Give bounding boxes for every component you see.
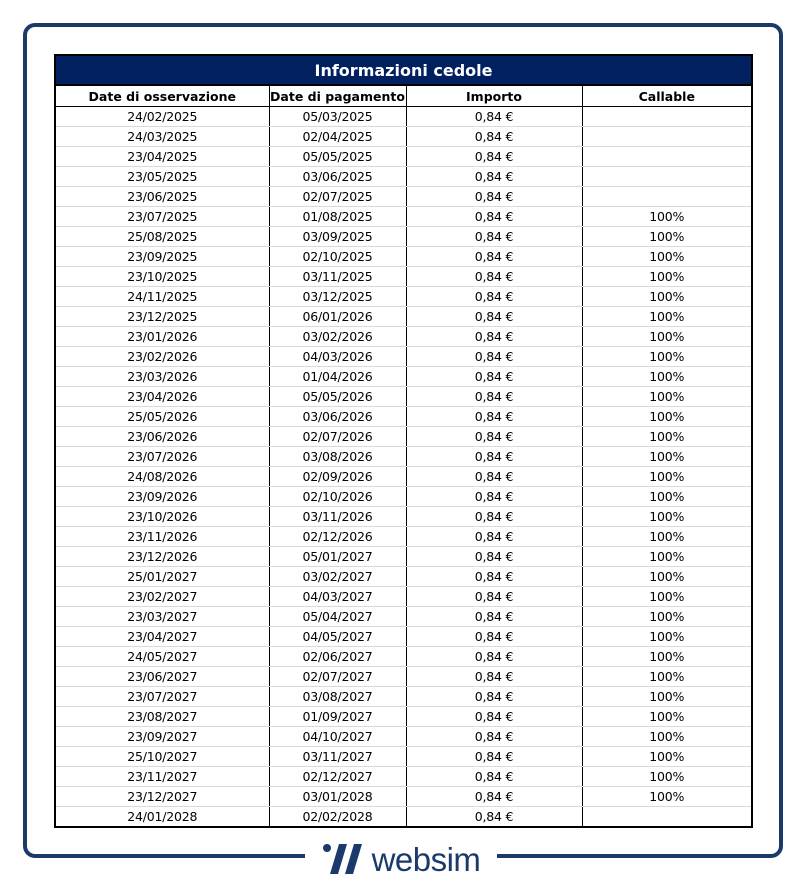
cell-payment-date: 01/08/2025	[269, 207, 406, 227]
cell-observation-date: 24/11/2025	[55, 287, 269, 307]
cell-observation-date: 23/03/2027	[55, 607, 269, 627]
cell-payment-date: 02/04/2025	[269, 127, 406, 147]
cell-payment-date: 03/01/2028	[269, 787, 406, 807]
cell-payment-date: 04/03/2026	[269, 347, 406, 367]
cell-amount: 0,84 €	[406, 207, 582, 227]
table-row	[55, 427, 752, 447]
table-row	[55, 647, 752, 667]
table-row	[55, 787, 752, 807]
cell-observation-date: 23/07/2025	[55, 207, 269, 227]
cell-payment-date: 03/02/2027	[269, 567, 406, 587]
websim-logo	[305, 840, 497, 878]
cell-callable: 100%	[582, 507, 752, 527]
cell-amount: 0,84 €	[406, 347, 582, 367]
cell-observation-date: 23/10/2025	[55, 267, 269, 287]
cell-amount: 0,84 €	[406, 807, 582, 828]
cell-callable: 100%	[582, 667, 752, 687]
cell-payment-date: 05/01/2027	[269, 547, 406, 567]
cell-amount: 0,84 €	[406, 287, 582, 307]
cell-callable	[582, 187, 752, 207]
table-row	[55, 267, 752, 287]
cell-observation-date: 23/09/2026	[55, 487, 269, 507]
cell-callable: 100%	[582, 647, 752, 667]
cell-payment-date: 04/10/2027	[269, 727, 406, 747]
table-row	[55, 467, 752, 487]
cell-observation-date: 23/08/2027	[55, 707, 269, 727]
table-row	[55, 507, 752, 527]
cell-payment-date: 06/01/2026	[269, 307, 406, 327]
table-row	[55, 307, 752, 327]
cell-amount: 0,84 €	[406, 147, 582, 167]
cell-amount: 0,84 €	[406, 187, 582, 207]
cell-amount: 0,84 €	[406, 787, 582, 807]
table-row	[55, 447, 752, 467]
cell-amount: 0,84 €	[406, 467, 582, 487]
cell-payment-date: 03/11/2025	[269, 267, 406, 287]
cell-payment-date: 03/02/2026	[269, 327, 406, 347]
table-row	[55, 247, 752, 267]
cell-payment-date: 03/12/2025	[269, 287, 406, 307]
cell-callable: 100%	[582, 587, 752, 607]
table-row	[55, 227, 752, 247]
cell-observation-date: 23/12/2026	[55, 547, 269, 567]
cell-observation-date: 23/03/2026	[55, 367, 269, 387]
cell-callable: 100%	[582, 787, 752, 807]
table-row	[55, 727, 752, 747]
table-row	[55, 487, 752, 507]
cell-payment-date: 02/07/2027	[269, 667, 406, 687]
table-row	[55, 707, 752, 727]
cell-payment-date: 03/06/2026	[269, 407, 406, 427]
header-callable: Callable	[582, 85, 752, 107]
cell-payment-date: 03/08/2027	[269, 687, 406, 707]
cell-callable: 100%	[582, 307, 752, 327]
cell-amount: 0,84 €	[406, 227, 582, 247]
cell-callable: 100%	[582, 687, 752, 707]
cell-callable: 100%	[582, 627, 752, 647]
cell-observation-date: 23/01/2026	[55, 327, 269, 347]
cell-callable: 100%	[582, 707, 752, 727]
cell-amount: 0,84 €	[406, 387, 582, 407]
cell-amount: 0,84 €	[406, 747, 582, 767]
cell-payment-date: 02/10/2026	[269, 487, 406, 507]
cell-callable: 100%	[582, 607, 752, 627]
cell-amount: 0,84 €	[406, 167, 582, 187]
cell-amount: 0,84 €	[406, 667, 582, 687]
cell-callable: 100%	[582, 347, 752, 367]
cell-observation-date: 23/09/2027	[55, 727, 269, 747]
table-title: Informazioni cedole	[55, 55, 752, 85]
cell-amount: 0,84 €	[406, 367, 582, 387]
cell-amount: 0,84 €	[406, 527, 582, 547]
table-row	[55, 627, 752, 647]
table-row	[55, 387, 752, 407]
cell-payment-date: 03/11/2026	[269, 507, 406, 527]
cell-payment-date: 01/09/2027	[269, 707, 406, 727]
cell-observation-date: 24/03/2025	[55, 127, 269, 147]
table-row	[55, 367, 752, 387]
cell-amount: 0,84 €	[406, 547, 582, 567]
cell-amount: 0,84 €	[406, 407, 582, 427]
cell-amount: 0,84 €	[406, 627, 582, 647]
cell-callable: 100%	[582, 367, 752, 387]
cell-observation-date: 24/01/2028	[55, 807, 269, 828]
cell-callable: 100%	[582, 267, 752, 287]
cell-payment-date: 03/09/2025	[269, 227, 406, 247]
cell-amount: 0,84 €	[406, 647, 582, 667]
cell-callable: 100%	[582, 427, 752, 447]
cell-payment-date: 05/03/2025	[269, 107, 406, 127]
cell-callable: 100%	[582, 227, 752, 247]
cell-observation-date: 23/07/2027	[55, 687, 269, 707]
table-row	[55, 687, 752, 707]
cell-amount: 0,84 €	[406, 487, 582, 507]
cell-amount: 0,84 €	[406, 607, 582, 627]
cell-payment-date: 05/05/2025	[269, 147, 406, 167]
cell-observation-date: 25/08/2025	[55, 227, 269, 247]
cell-observation-date: 25/05/2026	[55, 407, 269, 427]
cell-amount: 0,84 €	[406, 127, 582, 147]
cell-payment-date: 04/03/2027	[269, 587, 406, 607]
cell-observation-date: 23/06/2026	[55, 427, 269, 447]
cell-observation-date: 23/12/2027	[55, 787, 269, 807]
cell-callable	[582, 127, 752, 147]
cell-amount: 0,84 €	[406, 267, 582, 287]
cell-observation-date: 23/09/2025	[55, 247, 269, 267]
cell-observation-date: 23/07/2026	[55, 447, 269, 467]
cell-observation-date: 23/10/2026	[55, 507, 269, 527]
cell-payment-date: 04/05/2027	[269, 627, 406, 647]
header-amount: Importo	[406, 85, 582, 107]
cell-payment-date: 02/12/2026	[269, 527, 406, 547]
cell-payment-date: 02/09/2026	[269, 467, 406, 487]
table-row	[55, 747, 752, 767]
cell-payment-date: 03/08/2026	[269, 447, 406, 467]
cell-callable: 100%	[582, 327, 752, 347]
table-row	[55, 587, 752, 607]
cell-observation-date: 23/04/2027	[55, 627, 269, 647]
table-row	[55, 607, 752, 627]
table-row	[55, 407, 752, 427]
cell-observation-date: 23/04/2025	[55, 147, 269, 167]
websim-logo-mark-icon	[322, 842, 366, 876]
cell-observation-date: 23/02/2026	[55, 347, 269, 367]
coupon-table-container	[54, 54, 751, 828]
cell-observation-date: 23/05/2025	[55, 167, 269, 187]
cell-observation-date: 23/11/2026	[55, 527, 269, 547]
cell-amount: 0,84 €	[406, 567, 582, 587]
cell-callable: 100%	[582, 567, 752, 587]
cell-amount: 0,84 €	[406, 707, 582, 727]
cell-amount: 0,84 €	[406, 687, 582, 707]
coupon-table	[54, 54, 753, 828]
cell-observation-date: 23/02/2027	[55, 587, 269, 607]
cell-callable	[582, 147, 752, 167]
cell-amount: 0,84 €	[406, 327, 582, 347]
table-row	[55, 287, 752, 307]
cell-observation-date: 23/06/2025	[55, 187, 269, 207]
cell-payment-date: 03/11/2027	[269, 747, 406, 767]
cell-callable: 100%	[582, 387, 752, 407]
cell-observation-date: 23/12/2025	[55, 307, 269, 327]
cell-amount: 0,84 €	[406, 247, 582, 267]
cell-callable: 100%	[582, 247, 752, 267]
cell-payment-date: 03/06/2025	[269, 167, 406, 187]
cell-callable: 100%	[582, 747, 752, 767]
cell-payment-date: 02/12/2027	[269, 767, 406, 787]
cell-observation-date: 25/01/2027	[55, 567, 269, 587]
header-observation-date: Date di osservazione	[55, 85, 269, 107]
table-row	[55, 167, 752, 187]
cell-payment-date: 05/05/2026	[269, 387, 406, 407]
cell-observation-date: 23/11/2027	[55, 767, 269, 787]
table-row	[55, 207, 752, 227]
table-row	[55, 147, 752, 167]
table-header-row	[55, 85, 752, 107]
table-row	[55, 567, 752, 587]
cell-callable: 100%	[582, 767, 752, 787]
table-row	[55, 547, 752, 567]
table-row	[55, 187, 752, 207]
cell-observation-date: 23/04/2026	[55, 387, 269, 407]
cell-callable	[582, 807, 752, 828]
cell-amount: 0,84 €	[406, 767, 582, 787]
cell-observation-date: 24/05/2027	[55, 647, 269, 667]
cell-amount: 0,84 €	[406, 587, 582, 607]
cell-payment-date: 02/10/2025	[269, 247, 406, 267]
cell-callable	[582, 167, 752, 187]
cell-payment-date: 02/06/2027	[269, 647, 406, 667]
table-row	[55, 327, 752, 347]
cell-observation-date: 24/08/2026	[55, 467, 269, 487]
cell-payment-date: 01/04/2026	[269, 367, 406, 387]
table-row	[55, 527, 752, 547]
cell-callable: 100%	[582, 727, 752, 747]
table-row	[55, 107, 752, 127]
cell-callable	[582, 107, 752, 127]
cell-amount: 0,84 €	[406, 307, 582, 327]
table-title-row	[55, 55, 752, 85]
cell-amount: 0,84 €	[406, 427, 582, 447]
cell-observation-date: 23/06/2027	[55, 667, 269, 687]
cell-amount: 0,84 €	[406, 727, 582, 747]
cell-payment-date: 02/07/2025	[269, 187, 406, 207]
cell-amount: 0,84 €	[406, 447, 582, 467]
cell-observation-date: 24/02/2025	[55, 107, 269, 127]
websim-logo-text: websim	[371, 840, 481, 878]
cell-callable: 100%	[582, 547, 752, 567]
cell-callable: 100%	[582, 527, 752, 547]
cell-callable: 100%	[582, 407, 752, 427]
cell-observation-date: 25/10/2027	[55, 747, 269, 767]
cell-callable: 100%	[582, 447, 752, 467]
cell-payment-date: 05/04/2027	[269, 607, 406, 627]
cell-callable: 100%	[582, 467, 752, 487]
table-row	[55, 347, 752, 367]
table-body	[55, 107, 752, 828]
cell-callable: 100%	[582, 487, 752, 507]
table-row	[55, 667, 752, 687]
table-row	[55, 127, 752, 147]
cell-amount: 0,84 €	[406, 107, 582, 127]
cell-callable: 100%	[582, 287, 752, 307]
table-row	[55, 807, 752, 828]
cell-callable: 100%	[582, 207, 752, 227]
cell-amount: 0,84 €	[406, 507, 582, 527]
table-row	[55, 767, 752, 787]
cell-payment-date: 02/02/2028	[269, 807, 406, 828]
header-payment-date: Date di pagamento	[269, 85, 406, 107]
cell-payment-date: 02/07/2026	[269, 427, 406, 447]
